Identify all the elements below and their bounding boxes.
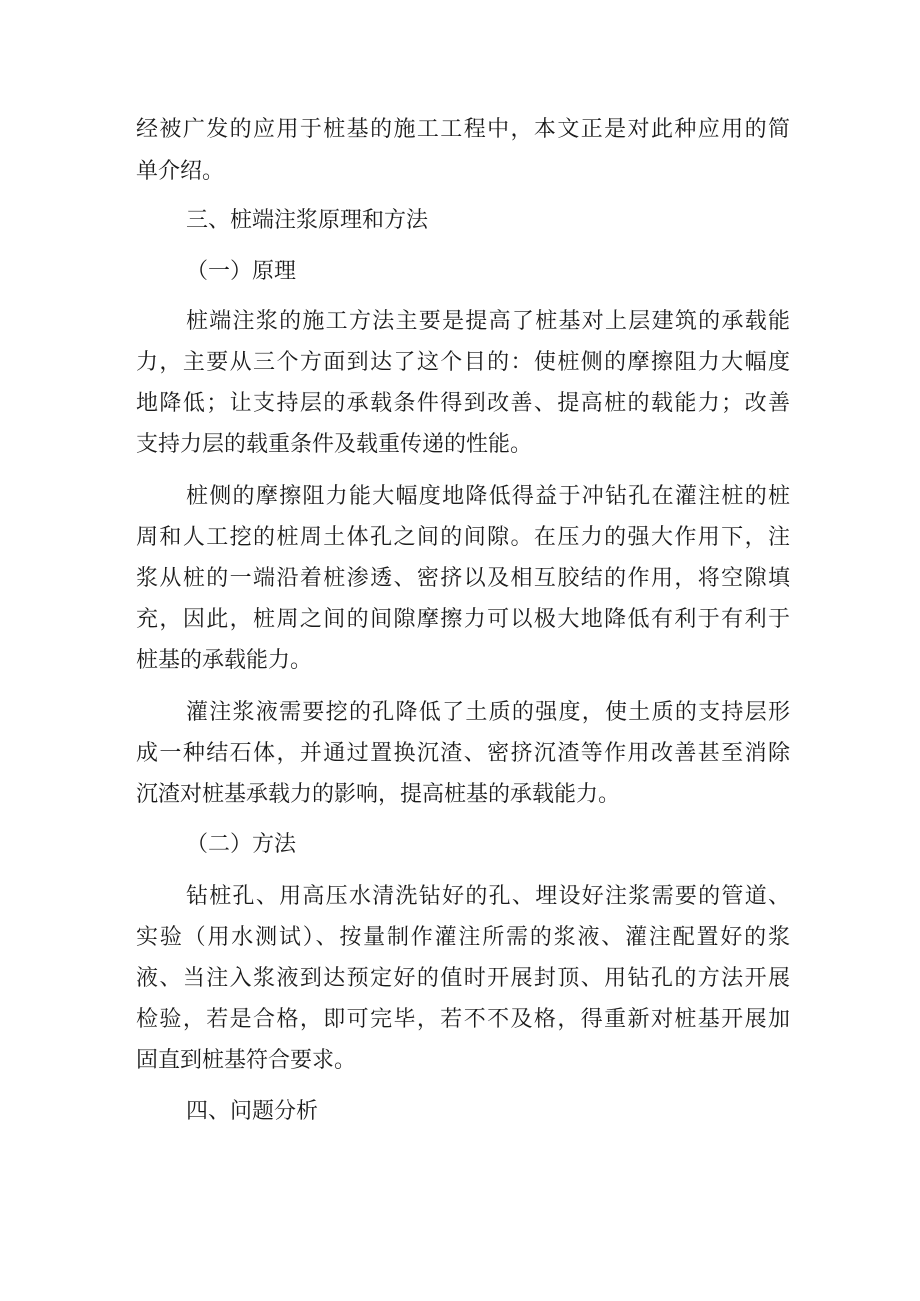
section-heading: 四、问题分析 xyxy=(186,1099,319,1124)
text-line: 沉渣对桩基承载力的影响，提高桩基的承载能力。 xyxy=(136,782,621,807)
text-line: 单介绍。 xyxy=(136,159,225,184)
text-line: 液、当注入浆液到达预定好的值时开展封顶、用钻孔的方法开展 xyxy=(136,966,790,991)
text-line: 充，因此，桩周之间的间隙摩擦力可以极大地降低有利于有利于 xyxy=(136,607,790,632)
text-line: 周和人工挖的桩周土体孔之间的间隙。在压力的强大作用下，注 xyxy=(136,525,790,550)
section-heading: 三、桩端注浆原理和方法 xyxy=(186,208,429,233)
text-line: 固直到桩基符合要求。 xyxy=(136,1048,357,1073)
text-line: 力，主要从三个方面到达了这个目的：使桩侧的摩擦阻力大幅度 xyxy=(136,350,790,375)
text-line: 桩侧的摩擦阻力能大幅度地降低得益于冲钻孔在灌注桩的桩 xyxy=(186,484,790,509)
text-line: 浆从桩的一端沿着桩渗透、密挤以及相互胶结的作用，将空隙填 xyxy=(136,566,790,591)
text-line: 经被广发的应用于桩基的施工工程中，本文正是对此种应用的简 xyxy=(136,117,790,142)
text-line: 成一种结石体，并通过置换沉渣、密挤沉渣等作用改善甚至消除 xyxy=(136,741,790,766)
text-line: 桩基的承载能力。 xyxy=(136,648,313,673)
subsection-heading: （一）原理 xyxy=(186,259,297,284)
text-line: 钻桩孔、用高压水清洗钻好的孔、埋设好注浆需要的管道、 xyxy=(186,884,790,909)
text-line: 支持力层的载重条件及载重传递的性能。 xyxy=(136,432,533,457)
text-line: 桩端注浆的施工方法主要是提高了桩基对上层建筑的承载能 xyxy=(186,309,790,334)
subsection-heading: （二）方法 xyxy=(186,832,297,857)
text-line: 灌注浆液需要挖的孔降低了土质的强度，使土质的支持层形 xyxy=(186,700,790,725)
text-line: 检验，若是合格，即可完毕，若不不及格，得重新对桩基开展加 xyxy=(136,1007,790,1032)
text-line: 地降低；让支持层的承载条件得到改善、提高桩的载能力；改善 xyxy=(136,391,790,416)
text-line: 实验（用水测试）、按量制作灌注所需的浆液、灌注配置好的浆 xyxy=(136,925,790,950)
